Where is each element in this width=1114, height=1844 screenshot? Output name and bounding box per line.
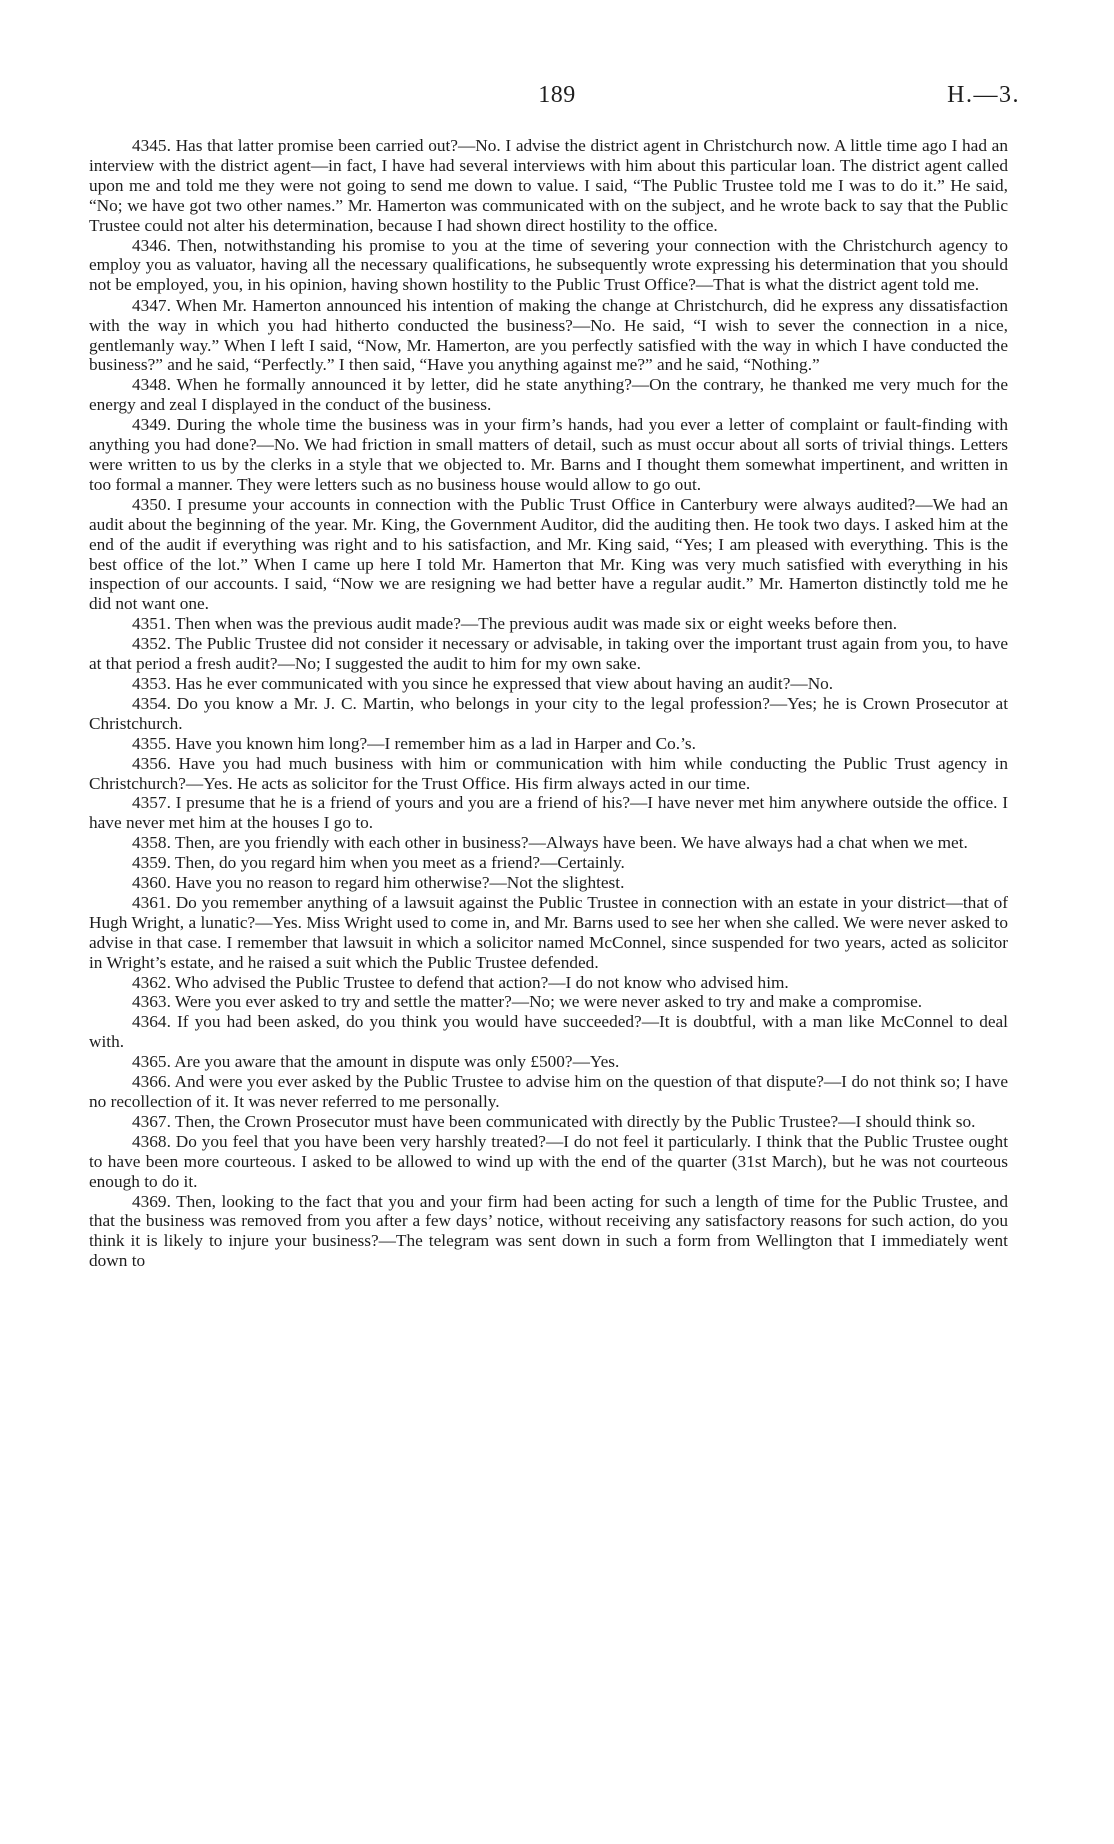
question-4351: 4351. Then when was the previous audit made?—The previous audit was made six or eight weeks before then.: [132, 614, 898, 634]
document-code: H.—3.: [947, 82, 1020, 108]
question-4350: 4350. I presume your accounts in connection with the Public Trust Office in Canterbury were always audited?—We had an audit about the beginning of the year. Mr. King, the Government Auditor, did the auditing then. He took two days. I asked him at the end of the audit if everything was right and to his satisfaction, and Mr. King said, “Yes; I am pleased with everything. This is the best office of the lot.” When I came up here I told Mr. Hamerton that Mr. King was very much satisfied with everything in his inspection of our accounts. I said, “Now we are resigning we had better have a regular audit.” Mr. Hamerton distinctly told me he did not want one.: [89, 494, 1008, 614]
question-4360: 4360. Have you no reason to regard him otherwise?—Not the slightest.: [132, 873, 625, 893]
question-4349: 4349. During the whole time the business was in your firm’s hands, had you ever a letter of complaint or fault-finding with anything you had done?—No. We had friction in small matters of detail, such as must occur about all sorts of trivial things. Letters were written to us by the clerks in a style that we objected to. Mr. Barns and I thought them somewhat impertinent, and written in too formal a manner. They were letters such as no business house would allow to go out.: [89, 415, 1008, 494]
question-4353: 4353. Has he ever communicated with you since he expressed that view about having an audit?—No.: [132, 673, 834, 693]
question-4359: 4359. Then, do you regard him when you meet as a friend?—Certainly.: [132, 853, 625, 873]
page-number: 189: [538, 82, 576, 108]
question-4348: 4348. When he formally announced it by letter, did he state anything?—On the contrary, he thanked me very much for the energy and zeal I displayed in the conduct of the business.: [89, 375, 1008, 415]
question-4358: 4358. Then, are you friendly with each other in business?—Always have been. We have always had a chat when we met.: [132, 833, 968, 853]
question-4365: 4365. Are you aware that the amount in dispute was only £500?—Yes.: [132, 1052, 620, 1072]
question-4362: 4362. Who advised the Public Trustee to defend that action?—I do not know who advised him.: [132, 972, 789, 992]
question-4345: 4345. Has that latter promise been carried out?—No. I advise the district agent in Christchurch now. A little time ago I had an interview with the district agent—in fact, I have had several interviews with him about this particular loan. The district agent called upon me and told me they were not going to send me down to value. I said, “The Public Trustee told me I was to do it.” He said, “No; we have got two other names.” Mr. Hamerton was communicated with on the subject, and he wrote back to say that the Public Trustee could not alter his determination, because I had shown direct hostility to the office.: [89, 136, 1008, 235]
evidence-text: [89, 136, 1008, 1271]
question-4347: 4347. When Mr. Hamerton announced his intention of making the change at Christchurch, did he express any dissatisfaction with the way in which you had hitherto conducted the business?—No. He said, “I wish to sever the connection in a nice, gentlemanly way.” When I left I said, “Now, Mr. Hamerton, are you perfectly satisfied with the way in which I have conducted the business?” and he said, “Perfectly.” I then said, “Have you anything against me?” and he said, “Nothing.”: [89, 295, 1008, 375]
question-4369: 4369. Then, looking to the fact that you and your firm had been acting for such a length of time for the Public Trustee, and that the business was removed from you after a few days’ notice, without receiving any satisfactory reasons for such action, do you think it is likely to injure your business?—The telegram was sent down in such a form from Wellington that I immediately went down to: [89, 1191, 1008, 1271]
question-4352: 4352. The Public Trustee did not consider it necessary or advisable, in taking over the important trust again from you, to have at that period a fresh audit?—No; I suggested the audit to him for my own sake.: [89, 634, 1008, 674]
question-4366: 4366. And were you ever asked by the Public Trustee to advise him on the question of that dispute?—I do not think so; I have no recollection of it. It was never referred to me personally.: [89, 1072, 1008, 1111]
question-4368: 4368. Do you feel that you have been very harshly treated?—I do not feel it particularly. I think that the Public Trustee ought to have been more courteous. I asked to be allowed to wind up with the end of the quarter (31st March), but he was not courteous enough to do it.: [89, 1131, 1008, 1191]
question-4367: 4367. Then, the Crown Prosecutor must have been communicated with directly by the Public Trustee?—I should think so.: [132, 1111, 976, 1131]
question-4356: 4356. Have you had much business with him or communication with him while conducting the Public Trust agency in Christchurch?—Yes. He acts as solicitor for the Trust Office. His firm always acted in our time.: [89, 753, 1008, 793]
question-4355: 4355. Have you known him long?—I remember him as a lad in Harper and Co.’s.: [132, 733, 696, 753]
question-4354: 4354. Do you know a Mr. J. C. Martin, who belongs in your city to the legal profession?—Yes; he is Crown Prosecutor at Christchurch.: [89, 693, 1008, 733]
question-4361: 4361. Do you remember anything of a lawsuit against the Public Trustee in connection with an estate in your district—that of Hugh Wright, a lunatic?—Yes. Miss Wright used to come in, and Mr. Barns used to see her when she called. We were never asked to advise in that case. I remember that lawsuit in which a solicitor named McConnel, since suspended for two years, acted as solicitor in Wright’s estate, and he raised a suit which the Public Trustee defended.: [89, 892, 1008, 972]
question-4357: 4357. I presume that he is a friend of yours and you are a friend of his?—I have never met him anywhere outside the office. I have never met him at the houses I go to.: [89, 793, 1008, 833]
question-4363: 4363. Were you ever asked to try and settle the matter?—No; we were never asked to try and make a compromise.: [132, 992, 923, 1012]
question-4346: 4346. Then, notwithstanding his promise to you at the time of severing your connection with the Christchurch agency to employ you as valuator, having all the necessary qualifications, he subsequently wrote expressing his determination that you should not be employed, you, in his opinion, having shown hostility to the Public Trust Office?—That is what the district agent told me.: [89, 235, 1008, 295]
question-4364: 4364. If you had been asked, do you think you would have succeeded?—It is doubtful, with a man like McConnel to deal with.: [89, 1012, 1008, 1052]
